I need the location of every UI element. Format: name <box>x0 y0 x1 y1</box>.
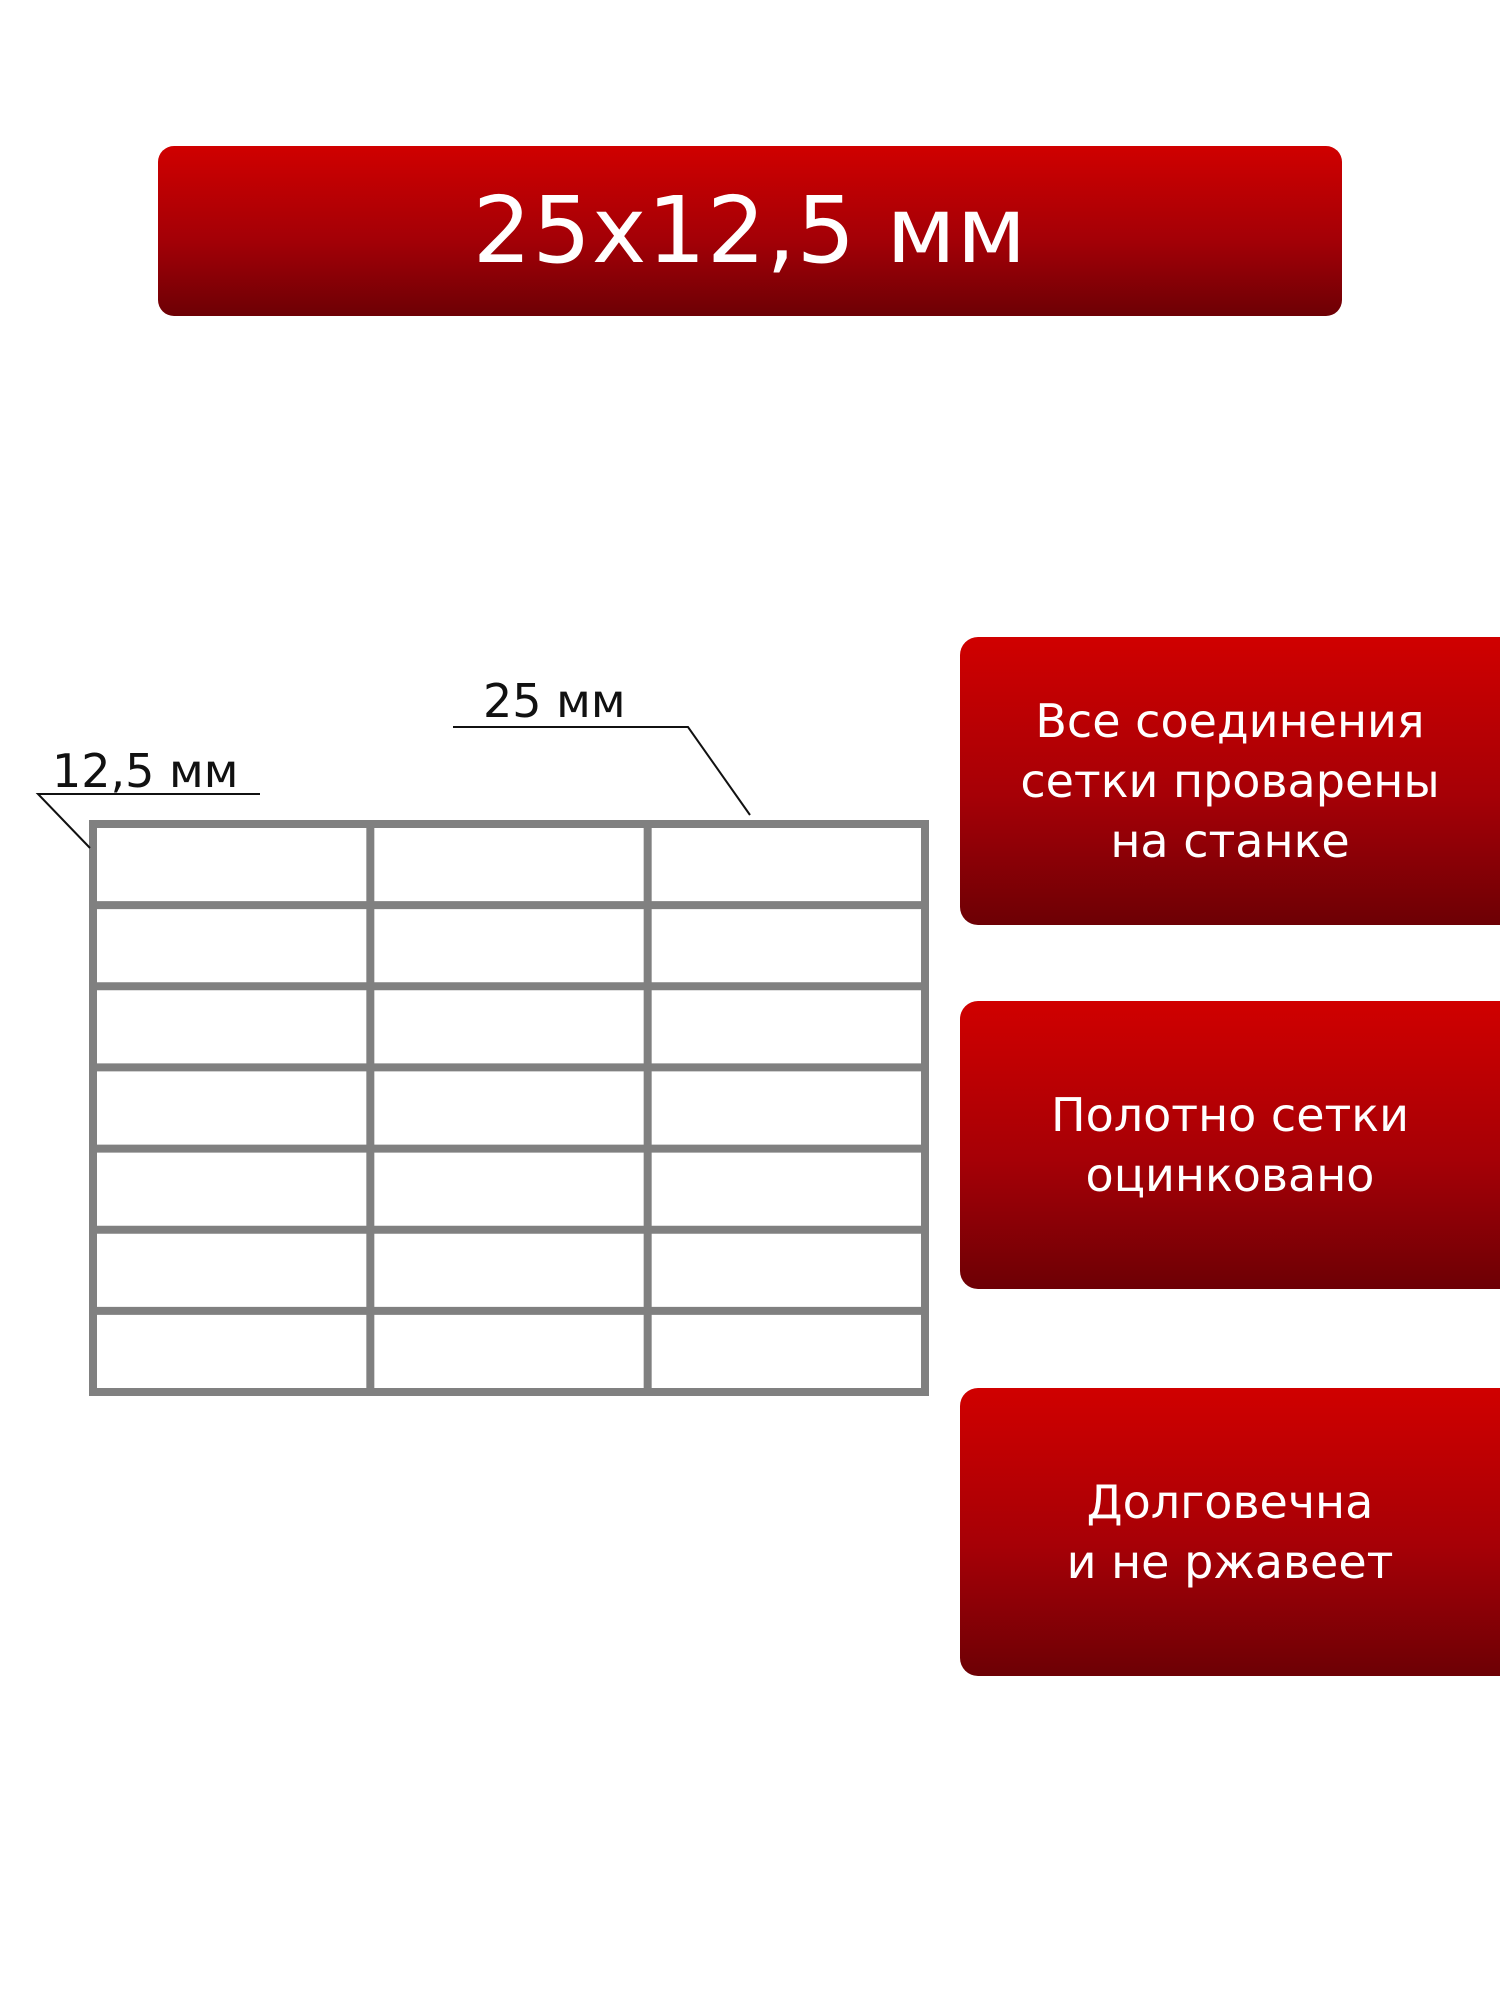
mesh-frame <box>93 824 925 1392</box>
title-banner <box>158 146 1342 316</box>
page-title: 25x12,5 мм <box>472 177 1028 284</box>
mesh-diagram <box>0 650 960 1410</box>
feature-card-galvanized <box>960 1001 1500 1289</box>
mesh-grid <box>93 824 925 1392</box>
height-dimension <box>38 744 260 848</box>
feature-text-welded: Все соединения сетки проварены на станке <box>1020 694 1440 868</box>
width-dimension <box>453 674 750 815</box>
feature-card-welded <box>960 637 1500 925</box>
feature-text-durable: Долговечна и не ржавеет <box>1066 1475 1394 1589</box>
feature-text-galvanized: Полотно сетки оцинковано <box>1051 1088 1409 1202</box>
width-leader-line <box>453 727 750 815</box>
width-label: 25 мм <box>483 674 626 728</box>
feature-card-durable <box>960 1388 1500 1676</box>
height-label: 12,5 мм <box>52 744 239 798</box>
